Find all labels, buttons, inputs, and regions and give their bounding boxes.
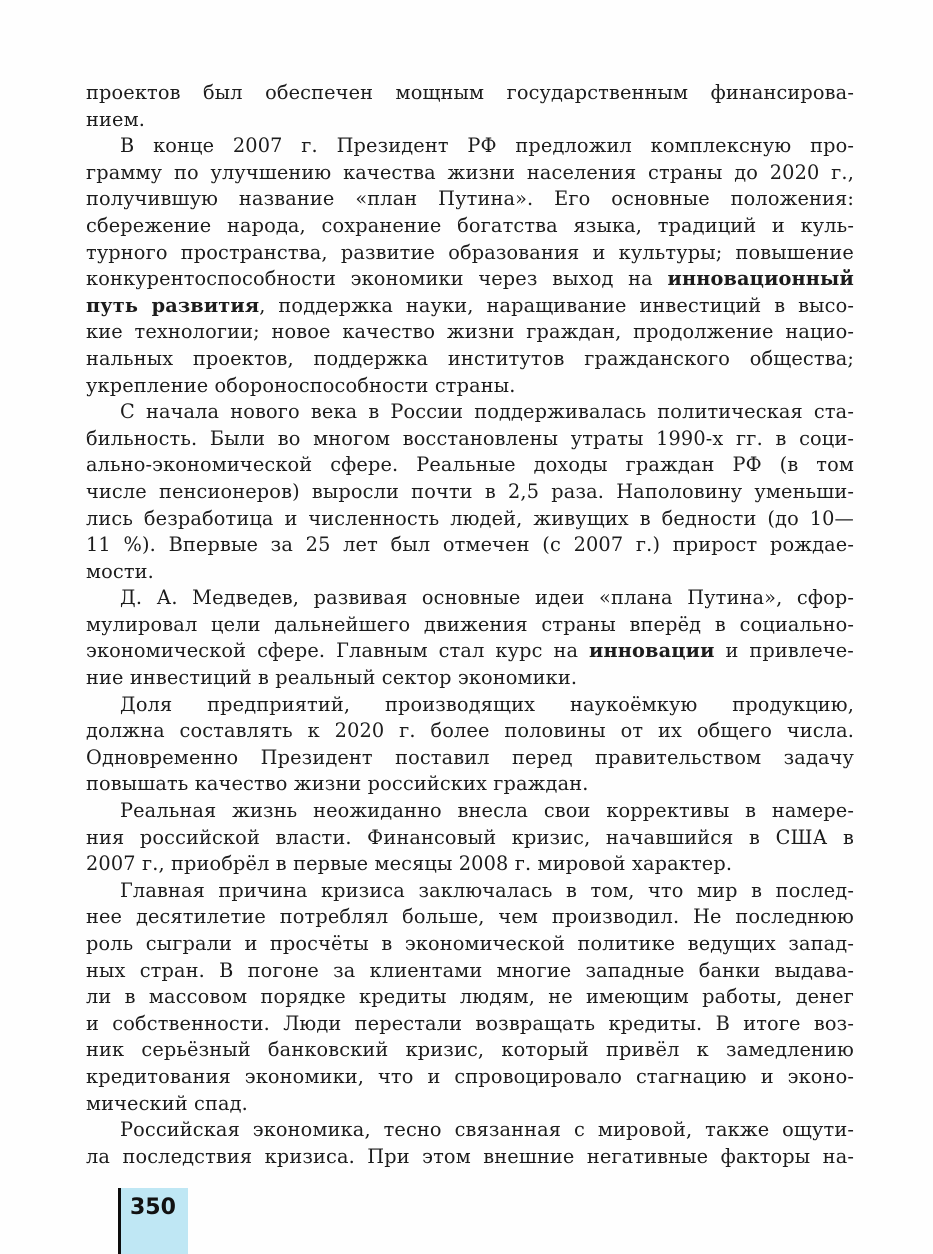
text-line: бильность. Были во многом восстановлены утраты 1990-х гг. в соци- <box>86 426 854 450</box>
bold-term-innovative: инновационный <box>667 267 854 291</box>
text-line: ально-экономической сфере. Реальные доходы граждан РФ (в том <box>86 453 854 477</box>
line-text: , поддержка науки, наращивание инвестиций в высо- <box>259 293 854 317</box>
paragraph-4 <box>86 585 854 691</box>
text-line: сбережение народа, сохранение богатства языка, традиций и куль- <box>86 213 854 237</box>
text-line-with-term <box>86 293 854 320</box>
text-line: Д. А. Медведев, развивая основные идеи «плана Путина», сфор- <box>120 586 854 610</box>
line-text: конкурентоспособности экономики через выход на <box>86 267 668 291</box>
body-text <box>86 80 854 1170</box>
text-line: ных стран. В погоне за клиентами многие западные банки выдава- <box>86 958 854 982</box>
text-line: нием. <box>86 107 145 131</box>
paragraph-6 <box>86 798 854 878</box>
text-line: грамму по улучшению качества жизни населения страны до 2020 г., <box>86 160 854 184</box>
page-number: 350 <box>130 1195 176 1220</box>
paragraph-5 <box>86 692 854 798</box>
text-line: С начала нового века в России поддерживалась политическая ста- <box>120 400 854 424</box>
page-number-rule <box>118 1188 121 1254</box>
bold-term-development-path: путь развития <box>86 293 260 317</box>
text-line: Главная причина кризиса заключалась в том, что мир в послед- <box>120 878 854 902</box>
text-line: повышать качество жизни российских граждан. <box>86 772 589 796</box>
line-text: экономической сфере. Главным стал курс на <box>86 639 590 663</box>
text-line: Доля предприятий, производящих наукоёмкую продукцию, <box>120 692 854 716</box>
text-line: роль сыграли и просчёты в экономической политике ведущих запад- <box>86 932 854 955</box>
text-line: Реальная жизнь неожиданно внесла свои коррективы в намере- <box>120 799 854 823</box>
text-line: 2007 г., приобрёл в первые месяцы 2008 г. мировой характер. <box>86 852 733 876</box>
text-line: ла последствия кризиса. При этом внешние негативные факторы на- <box>86 1144 854 1168</box>
paragraph-2 <box>86 133 854 399</box>
text-line: нее десятилетие потреблял больше, чем производил. Не последнюю <box>86 905 854 929</box>
text-line: должна составлять к 2020 г. более половины от их общего числа. <box>86 719 854 743</box>
text-line: кие технологии; новое качество жизни граждан, продолжение нацио- <box>86 320 854 344</box>
text-line: 11 %). Впервые за 25 лет был отмечен (с 2007 г.) прирост рождае- <box>86 533 854 557</box>
text-line: проектов был обеспечен мощным государственным финансирова- <box>86 81 854 104</box>
text-line: мический спад. <box>86 1091 248 1115</box>
paragraph-8 <box>86 1117 854 1170</box>
text-line: нальных проектов, поддержка институтов гражданского общества; <box>86 346 854 370</box>
paragraph-7 <box>86 878 854 1117</box>
text-line: и собственности. Люди перестали возвращать кредиты. В итоге воз- <box>86 1011 854 1035</box>
text-line: укрепление обороноспособности страны. <box>86 373 516 397</box>
text-line: ние инвестиций в реальный сектор экономики. <box>86 666 578 690</box>
text-line: мости. <box>86 559 154 583</box>
text-line: Одновременно Президент поставил перед правительством задачу <box>86 745 854 769</box>
text-line: В конце 2007 г. Президент РФ предложил комплексную про- <box>120 134 854 158</box>
text-line: мулировал цели дальнейшего движения страны вперёд в социально- <box>86 612 854 636</box>
bold-term-innovations: инновации <box>589 639 715 663</box>
paragraph-1 <box>86 80 854 133</box>
text-line: ли в массовом порядке кредиты людям, не имеющим работы, денег <box>86 985 854 1009</box>
text-line: кредитования экономики, что и спровоцировало стагнацию и эконо- <box>86 1064 854 1088</box>
text-line: получившую название «план Путина». Его основные положения: <box>86 187 854 211</box>
text-line: ник серьёзный банковский кризис, который привёл к замедлению <box>86 1038 854 1062</box>
text-line: ния российской власти. Финансовый кризис, начавшийся в США в <box>86 825 854 849</box>
text-line-with-term <box>86 266 854 293</box>
text-line: турного пространства, развитие образования и культуры; повышение <box>86 240 854 264</box>
line-text: и привлече- <box>714 639 854 663</box>
text-line-with-term <box>86 638 854 665</box>
paragraph-3 <box>86 399 854 585</box>
text-line: числе пенсионеров) выросли почти в 2,5 раза. Наполовину уменьши- <box>86 479 854 503</box>
text-line: Российская экономика, тесно связанная с мировой, также ощути- <box>120 1118 854 1142</box>
text-line: лись безработица и численность людей, живущих в бедности (до 10— <box>86 506 854 530</box>
